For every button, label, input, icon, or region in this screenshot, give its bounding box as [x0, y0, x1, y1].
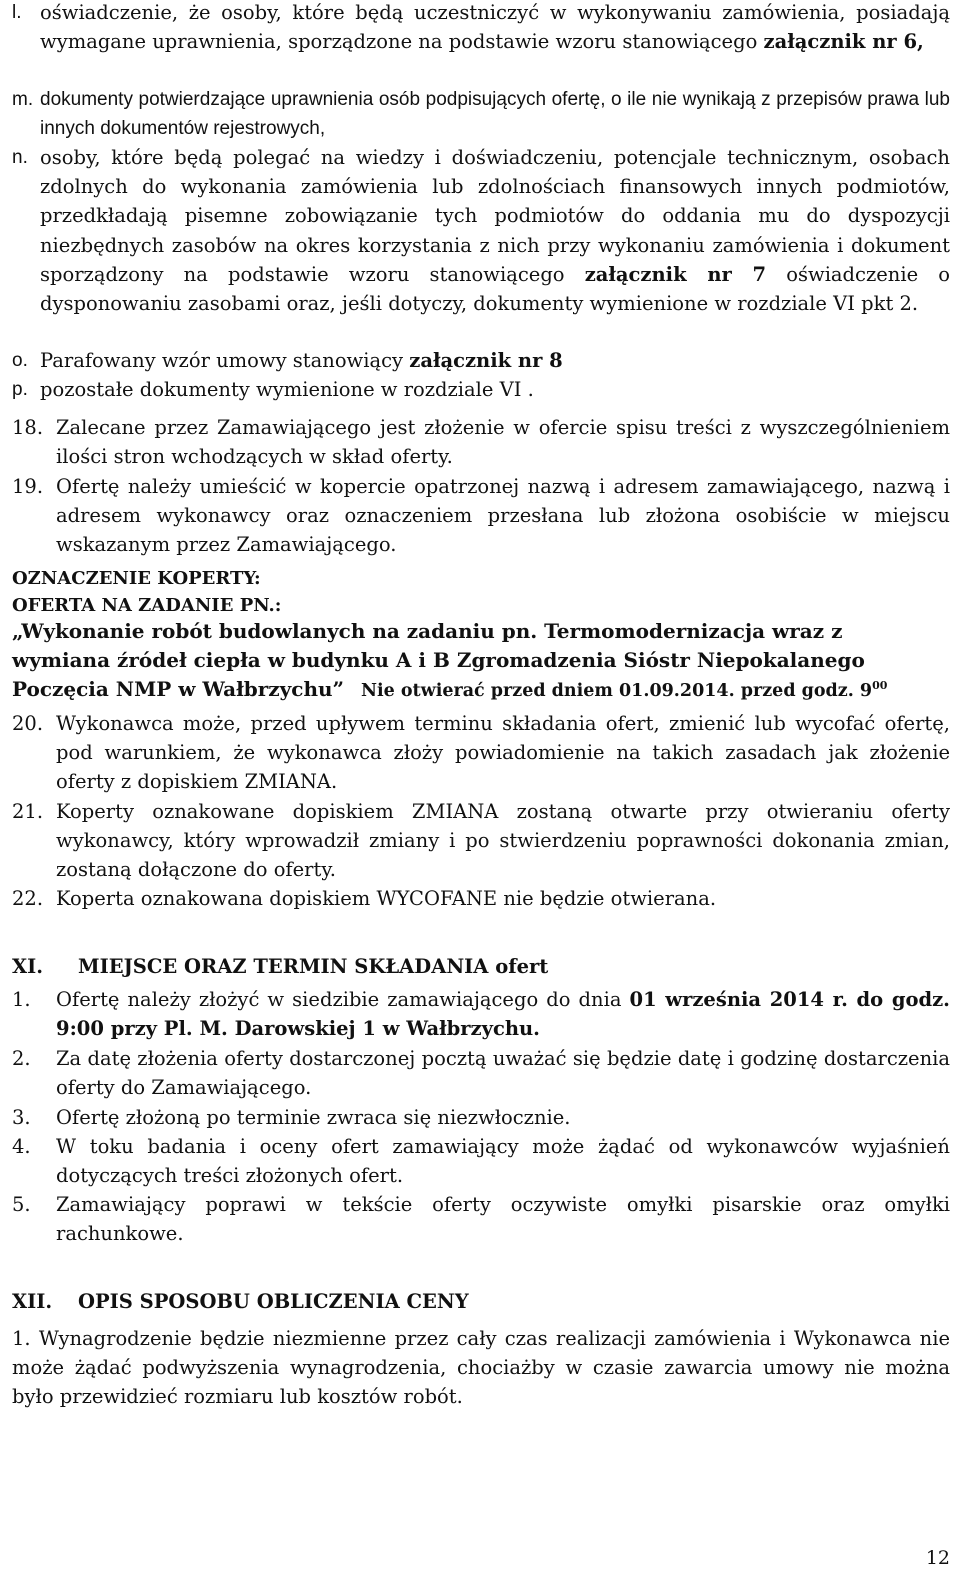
list-item-p	[12, 375, 950, 404]
list-label: p.	[12, 379, 28, 400]
section11-item-4	[12, 1132, 950, 1190]
list-item-o	[12, 346, 950, 375]
list-text: osoby, które będą polegać na wiedzy i doświadczeniu, potencjale technicznym, osobach zdolnych do wykonania zamówienia lub zdolnościach finansowych innych podmiotów, przedkładają pisemne zobowiązanie tych podmiotów do oddania mu do dyspozycji niezbędnych zasobów na okres korzystania z nich przy wykonaniu zamówienia i dokument sporządzony na podstawie wzoru stanowiącego załącznik nr 7 oświadczenie o dysponowaniu zasobami oraz, jeśli dotyczy, dokumenty wymienione w rozdziale VI pkt 2.	[40, 146, 950, 316]
page-number: 12	[925, 1547, 950, 1569]
section12-paragraph: 1. Wynagrodzenie będzie niezmienne przez cały czas realizacji zamówienia i Wykonawca nie może żądać podwyższenia wynagrodzenia, chociażby w czasie zawarcia umowy nie można było przewidzieć rozmiaru lub kosztów robót.	[12, 1327, 950, 1409]
list-text: Ofertę należy umieścić w kopercie opatrzonej nazwą i adresem zamawiającego, nazwą i adresem wykonawcy oraz oznaczeniem przesłana lub złożona osobiście w miejscu wskazanym przez Zamawiającego.	[56, 475, 950, 557]
section-heading-xi: XI. MIEJSCE ORAZ TERMIN SKŁADANIA ofert	[12, 955, 549, 978]
list-item-18	[12, 413, 950, 471]
list-label: 19.	[12, 475, 44, 498]
list-text: Zalecane przez Zamawiającego jest złożenie w ofercie spisu treści z wyszczególnieniem ilości stron wchodzących w skład oferty.	[56, 416, 950, 469]
envelope-subheading: OFERTA NA ZADANIE PN.:	[12, 595, 282, 616]
section11-item-3	[12, 1103, 950, 1132]
list-label: l.	[12, 2, 22, 23]
list-text: Parafowany wzór umowy stanowiący załącznik nr 8	[40, 349, 563, 372]
list-text: W toku badania i oceny ofert zamawiający może żądać od wykonawców wyjaśnień dotyczących treści złożonych ofert.	[56, 1135, 950, 1188]
envelope-notice: Nie otwierać przed dniem 01.09.2014. przed godz. $9^{00}$	[361, 679, 888, 702]
list-text: oświadczenie, że osoby, które będą uczestniczyć w wykonywaniu zamówienia, posiadają wymagane uprawnienia, sporządzone na podstawie wzoru stanowiącego załącznik nr 6,	[40, 1, 950, 54]
list-label: 5.	[12, 1193, 31, 1216]
list-label: 22.	[12, 887, 44, 910]
list-label: 18.	[12, 416, 44, 439]
list-label: m.	[12, 89, 34, 110]
list-label: n.	[12, 147, 28, 168]
list-label: 1.	[12, 988, 31, 1011]
list-label: 4.	[12, 1135, 31, 1158]
list-item-m	[12, 85, 950, 143]
list-label: 21.	[12, 800, 44, 823]
list-item-22	[12, 884, 950, 913]
list-label: 20.	[12, 712, 44, 735]
envelope-heading: OZNACZENIE KOPERTY:	[12, 568, 261, 589]
section11-item-2	[12, 1044, 950, 1102]
list-text: Koperty oznakowane dopiskiem ZMIANA zostaną otwarte przy otwieraniu oferty wykonawcy, który wprowadził zmiany i po stwierdzeniu poprawności dokonania zmian, zostaną dołączone do oferty.	[56, 800, 950, 882]
list-text: Koperta oznakowana dopiskiem WYCOFANE nie będzie otwierana.	[56, 887, 717, 910]
list-text: Ofertę należy złożyć w siedzibie zamawiającego do dnia 01 września 2014 r. do godz. 9:00 przy Pl. M. Darowskiej 1 w Wałbrzychu.	[56, 988, 950, 1041]
section11-item-1	[12, 985, 950, 1043]
list-label: o.	[12, 350, 28, 371]
section11-item-5	[12, 1190, 950, 1248]
list-item-19	[12, 472, 950, 560]
list-item-21	[12, 797, 950, 885]
list-text: Wykonawca może, przed upływem terminu składania ofert, zmienić lub wycofać ofertę, pod warunkiem, że wykonawca złoży powiadomienie na takich zasadach jak złożenie oferty z dopiskiem ZMIANA.	[56, 712, 950, 794]
section-heading-xii: XII. OPIS SPOSOBU OBLICZENIA CENY	[12, 1290, 469, 1313]
list-item-l	[12, 0, 950, 56]
list-item-20	[12, 709, 950, 797]
list-label: 2.	[12, 1047, 31, 1070]
list-text: pozostałe dokumenty wymienione w rozdziale VI .	[40, 378, 534, 401]
list-text: Za datę złożenia oferty dostarczonej pocztą uważać się będzie datę i godzinę dostarczenia oferty do Zamawiającego.	[56, 1047, 950, 1100]
list-label: 3.	[12, 1106, 31, 1129]
list-text: Zamawiający poprawi w tekście oferty oczywiste omyłki pisarskie oraz omyłki rachunkowe.	[56, 1193, 950, 1246]
list-text: dokumenty potwierdzające uprawnienia osób podpisujących ofertę, o ile nie wynikają z przepisów prawa lub innych dokumentów rejestrowych,	[40, 89, 950, 140]
list-item-n	[12, 143, 950, 318]
list-text: Ofertę złożoną po terminie zwraca się niezwłocznie.	[56, 1106, 571, 1129]
envelope-title: „Wykonanie robót budowlanych na zadaniu pn. Termomodernizacja wraz z wymiana źródeł ciepła w budynku A i B Zgromadzenia Sióstr Niepokalanego Poczęcia NMP w Wałbrzychu” Nie otwierać przed dniem 01.09.2014. przed godz. $9^{00}$	[12, 619, 888, 702]
